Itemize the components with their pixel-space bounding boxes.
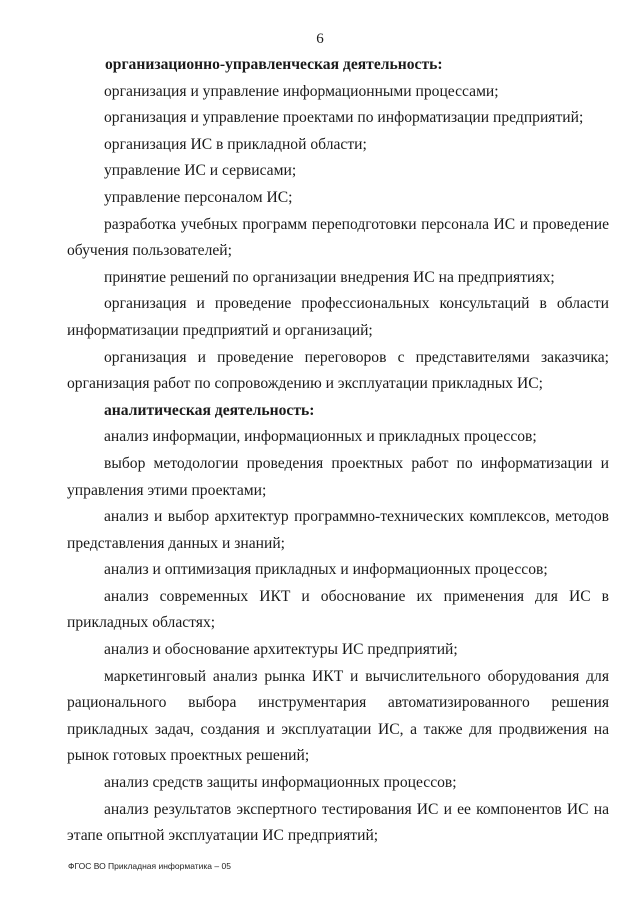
section-heading: организационно-управленческая деятельность: [105,56,443,73]
list-item: организация и управление проектами по информатизации предприятий; [104,109,584,127]
list-item: анализ средств защиты информационных процессов; [104,774,457,792]
list-item: разработка учебных программ переподготовки персонала ИС и проведение обучения пользователей; [67,215,609,260]
list-item: анализ и оптимизация прикладных и информационных процессов; [104,561,548,579]
page-footer: ФГОС ВО Прикладная информатика – 05 [68,861,231,871]
document-body [67,52,609,850]
list-item: анализ результатов экспертного тестирования ИС и ее компонентов ИС на этапе опытной эксплуатации ИС предприятий; [67,800,609,845]
page-number: 6 [316,31,324,47]
list-item: организация и управление информационными процессами; [104,82,499,100]
list-item: управление ИС и сервисами; [104,162,297,180]
list-item: принятие решений по организации внедрения ИС на предприятиях; [104,268,555,286]
list-item: анализ и выбор архитектур программно-технических комплексов, методов представления данных и знаний; [67,508,609,552]
list-item: анализ информации, информационных и прикладных процессов; [104,428,537,446]
list-item: организация и проведение переговоров с представителями заказчика; организация работ по сопровождению и эксплуатации прикладных ИС; [67,348,609,393]
list-item: управление персоналом ИС; [104,188,293,206]
list-item: маркетинговый анализ рынка ИКТ и вычислительного оборудования для рационального выбора инструментария автоматизированного решения прикладных задач, создания и эксплуатации ИС, а также для продвижения на рынок готовых проектных решений; [67,667,609,765]
list-item: анализ и обоснование архитектуры ИС предприятий; [104,641,458,659]
section-heading: аналитическая деятельность: [104,401,315,419]
list-item: организация ИС в прикладной области; [104,135,367,153]
list-item: выбор методологии проведения проектных работ по информатизации и управления этими проектами; [67,454,609,499]
list-item: организация и проведение профессиональных консультаций в области информатизации предприятий и организаций; [67,295,609,339]
list-item: анализ современных ИКТ и обоснование их применения для ИС в прикладных областях; [67,587,609,632]
